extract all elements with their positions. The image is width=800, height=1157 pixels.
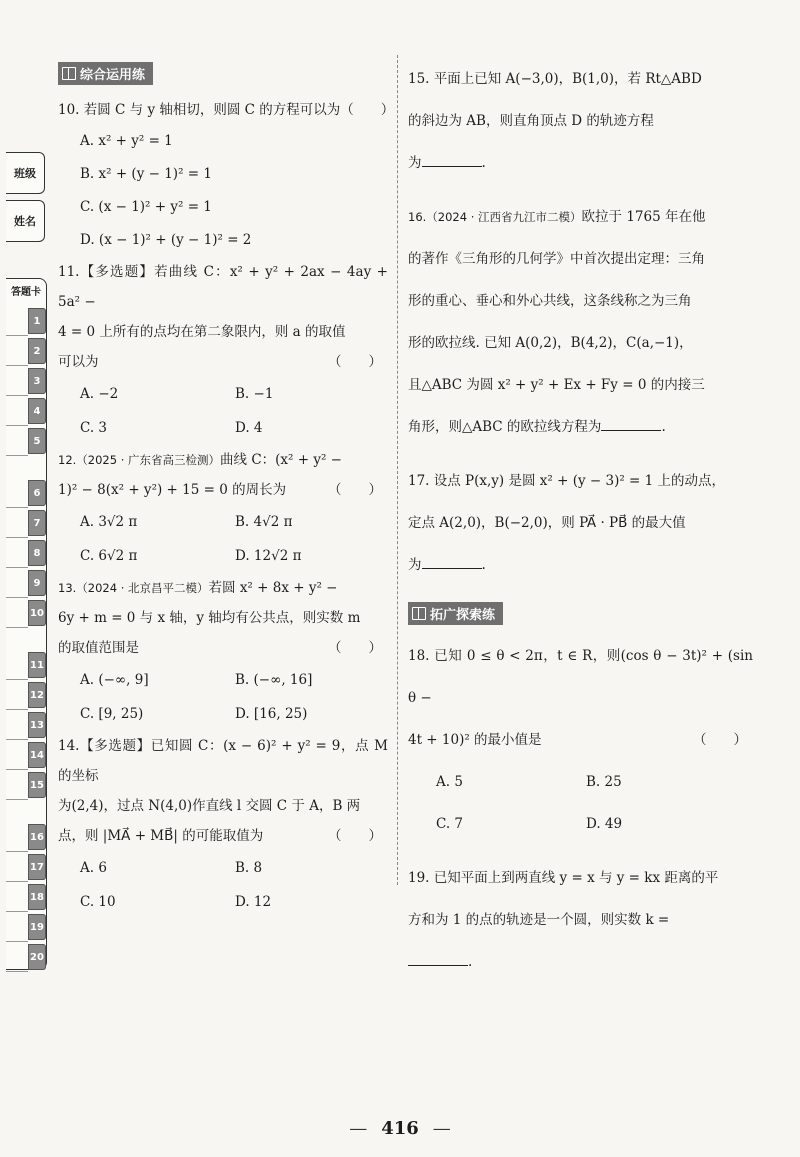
q10-option-c[interactable]: C. (x − 1)² + y² = 1 — [80, 199, 212, 215]
answer-tab-19[interactable]: 19 — [28, 914, 46, 940]
left-column — [58, 58, 395, 919]
q13-line3: 的取值范围是 （ ） — [58, 633, 388, 663]
q14-options — [58, 851, 388, 919]
q16-line4: 形的欧拉线. 已知 A(0,2)，B(4,2)，C(a,−1)， — [408, 335, 693, 351]
answer-tab-14[interactable]: 14 — [28, 742, 46, 768]
answer-tab-divider — [6, 799, 28, 800]
class-label: 班级 — [14, 167, 36, 180]
answer-tab-4[interactable]: 4 — [28, 398, 46, 424]
q15-line2: 的斜边为 AB，则直角顶点 D 的轨迹方程 — [408, 113, 654, 129]
answer-tab-divider — [6, 911, 28, 912]
answer-tab-divider — [6, 335, 28, 336]
q15-line1: 15. 平面上已知 A(−3,0)，B(1,0)，若 Rt△ABD — [408, 71, 702, 87]
q13-option-a[interactable]: A. (−∞, 9] — [80, 672, 149, 688]
answer-tab-12[interactable]: 12 — [28, 682, 46, 708]
q12-line1: 12.（2025 · 广东省高三检测）曲线 C：(x² + y² − — [58, 452, 342, 468]
question-15 — [408, 58, 753, 184]
q10-option-d[interactable]: D. (x − 1)² + (y − 1)² = 2 — [80, 232, 252, 248]
q11-option-a[interactable]: A. −2 — [80, 386, 119, 402]
q14-option-d[interactable]: D. 12 — [235, 894, 272, 910]
q13-source: 13.（2024 · 北京昌平二模） — [58, 581, 209, 595]
q19-line2: 方和为 1 的点的轨迹是一个圆，则实数 k = — [408, 912, 670, 928]
question-10: 10. 若圆 C 与 y 轴相切，则圆 C 的方程可以为（ ） — [58, 102, 395, 118]
column-divider — [397, 55, 398, 885]
answer-tab-1[interactable]: 1 — [28, 308, 46, 334]
answer-tab-divider — [6, 395, 28, 396]
name-label: 姓名 — [14, 215, 36, 228]
answer-tab-divider — [6, 455, 28, 456]
right-column — [408, 58, 753, 983]
q14-option-c[interactable]: C. 10 — [80, 894, 116, 910]
q12-options — [58, 505, 388, 573]
q19-answer-blank[interactable] — [408, 951, 468, 966]
q17-line1: 17. 设点 P(x,y) 是圆 x² + (y − 3)² = 1 上的动点， — [408, 473, 726, 489]
answer-tab-divider — [6, 537, 28, 538]
q14-line2: 为(2,4)，过点 N(4,0)作直线 l 交圆 C 于 A，B 两 — [58, 798, 361, 814]
q10-option-b[interactable]: B. x² + (y − 1)² = 1 — [80, 166, 212, 182]
q12-option-b[interactable]: B. 4√2 π — [235, 514, 293, 530]
answer-tab-20[interactable]: 20 — [28, 944, 46, 970]
q14-option-b[interactable]: B. 8 — [235, 860, 263, 876]
q13-option-c[interactable]: C. [9, 25) — [80, 706, 144, 722]
q18-line1: 18. 已知 0 ≤ θ < 2π，t ∈ R，则(cos θ − 3t)² + (sin θ − — [408, 648, 753, 706]
q11-options — [58, 377, 388, 445]
q15-line3: 为 . — [408, 142, 753, 184]
answer-tab-divider — [6, 881, 28, 882]
q12-option-c[interactable]: C. 6√2 π — [80, 548, 138, 564]
question-19 — [408, 857, 753, 983]
answer-tab-divider — [6, 425, 28, 426]
q14-line3: 点，则 |MA⃗ + MB⃗| 的可能取值为 （ ） — [58, 821, 388, 851]
answer-tab-divider — [6, 679, 28, 680]
answer-tab-18[interactable]: 18 — [28, 884, 46, 910]
page-number: — 416 — — [349, 1118, 451, 1139]
q13-line2: 6y + m = 0 与 x 轴，y 轴均有公共点，则实数 m — [58, 610, 361, 626]
answer-tab-divider — [6, 507, 28, 508]
answer-tab-8[interactable]: 8 — [28, 540, 46, 566]
answer-tab-11[interactable]: 11 — [28, 652, 46, 678]
answer-tab-divider — [6, 851, 28, 852]
answer-tab-7[interactable]: 7 — [28, 510, 46, 536]
q14-line1: 14.【多选题】已知圆 C：(x − 6)² + y² = 9，点 M 的坐标 — [58, 738, 388, 784]
question-11 — [58, 257, 388, 377]
q16-line3: 形的重心、垂心和外心共线，这条线称之为三角 — [408, 293, 692, 309]
answer-tab-divider — [6, 627, 28, 628]
q16-line2: 的著作《三角形的几何学》中首次提出定理：三角 — [408, 251, 705, 267]
question-16 — [408, 196, 753, 448]
book-icon — [412, 607, 426, 620]
q15-answer-blank[interactable] — [422, 152, 482, 167]
answer-tab-divider — [6, 597, 28, 598]
q10-option-a[interactable]: A. x² + y² = 1 — [80, 133, 173, 149]
answer-tab-5[interactable]: 5 — [28, 428, 46, 454]
q18-option-a[interactable]: A. 5 — [436, 774, 463, 790]
q11-answer-paren[interactable]: （ ） — [328, 354, 382, 370]
answer-tab-9[interactable]: 9 — [28, 570, 46, 596]
question-14 — [58, 731, 388, 851]
answer-tab-divider — [6, 739, 28, 740]
answer-tab-divider — [6, 941, 28, 942]
q16-line1: 16.（2024 · 江西省九江市二模）欧拉于 1765 年在他 — [408, 209, 706, 225]
q18-line2: 4t + 10)² 的最小值是 （ ） — [408, 719, 753, 761]
q13-option-d[interactable]: D. [16, 25) — [235, 706, 308, 722]
q11-line3: 可以为 （ ） — [58, 347, 388, 377]
q13-line1: 13.（2024 · 北京昌平二模）若圆 x² + 8x + y² − — [58, 580, 338, 596]
section-header-extension — [408, 602, 503, 625]
q16-answer-blank[interactable] — [601, 416, 661, 431]
answer-tab-divider — [6, 709, 28, 710]
q16-line5: 且△ABC 为圆 x² + y² + Ex + Fy = 0 的内接三 — [408, 377, 705, 393]
answer-tab-2[interactable]: 2 — [28, 338, 46, 364]
q17-line3: 为 . — [408, 544, 753, 586]
q11-line1: 11.【多选题】若曲线 C：x² + y² + 2ax − 4ay + 5a² − — [58, 264, 388, 310]
q12-source: 12.（2025 · 广东省高三检测） — [58, 453, 221, 467]
q17-line2: 定点 A(2,0)，B(−2,0)，则 PA⃗ · PB⃗ 的最大值 — [408, 515, 686, 531]
q13-option-b[interactable]: B. (−∞, 16] — [235, 672, 313, 688]
question-13 — [58, 573, 388, 663]
answer-tab-divider — [6, 971, 28, 972]
name-field[interactable] — [6, 200, 45, 242]
book-icon — [62, 67, 76, 80]
answer-tab-15[interactable]: 15 — [28, 772, 46, 798]
answer-tab-3[interactable]: 3 — [28, 368, 46, 394]
q11-option-c[interactable]: C. 3 — [80, 420, 108, 436]
answer-tab-17[interactable]: 17 — [28, 854, 46, 880]
q18-option-d[interactable]: D. 49 — [586, 816, 623, 832]
q16-source: 16.（2024 · 江西省九江市二模） — [408, 210, 582, 224]
answer-card-title: 答题卡 — [11, 287, 41, 298]
q10-options — [58, 125, 388, 257]
q12-option-d[interactable]: D. 12√2 π — [235, 548, 302, 564]
q11-option-d[interactable]: D. 4 — [235, 420, 263, 436]
question-17 — [408, 460, 753, 586]
answer-tab-divider — [6, 365, 28, 366]
q17-answer-blank[interactable] — [422, 554, 482, 569]
section-title: 拓广探索练 — [430, 608, 496, 623]
section-title: 综合运用练 — [80, 68, 146, 83]
q13-options — [58, 663, 388, 731]
q11-option-b[interactable]: B. −1 — [235, 386, 274, 402]
class-field[interactable] — [6, 152, 45, 194]
q11-line2: 4 = 0 上所有的点均在第二象限内，则 a 的取值 — [58, 324, 346, 340]
q12-option-a[interactable]: A. 3√2 π — [80, 514, 138, 530]
q12-line2: 1)² − 8(x² + y²) + 15 = 0 的周长为 （ ） — [58, 475, 388, 505]
q19-line3: . — [408, 941, 753, 983]
q14-option-a[interactable]: A. 6 — [80, 860, 107, 876]
q12-answer-paren[interactable]: （ ） — [328, 482, 382, 498]
q18-option-c[interactable]: C. 7 — [436, 816, 464, 832]
q19-line1: 19. 已知平面上到两直线 y = x 与 y = kx 距离的平 — [408, 870, 719, 886]
answer-tab-divider — [6, 567, 28, 568]
q18-option-b[interactable]: B. 25 — [586, 774, 622, 790]
answer-tab-10[interactable]: 10 — [28, 600, 46, 626]
answer-tab-6[interactable]: 6 — [28, 480, 46, 506]
answer-tab-16[interactable]: 16 — [28, 824, 46, 850]
q13-answer-paren[interactable]: （ ） — [328, 640, 382, 656]
section-header-comprehensive — [58, 62, 153, 85]
q14-answer-paren[interactable]: （ ） — [328, 828, 382, 844]
q16-line6: 角形，则△ABC 的欧拉线方程为 . — [408, 406, 753, 448]
answer-tab-13[interactable]: 13 — [28, 712, 46, 738]
q18-options — [408, 761, 753, 845]
q18-answer-paren[interactable]: （ ） — [693, 732, 747, 748]
answer-tab-divider — [6, 769, 28, 770]
question-12 — [58, 445, 388, 505]
question-18 — [408, 635, 753, 761]
